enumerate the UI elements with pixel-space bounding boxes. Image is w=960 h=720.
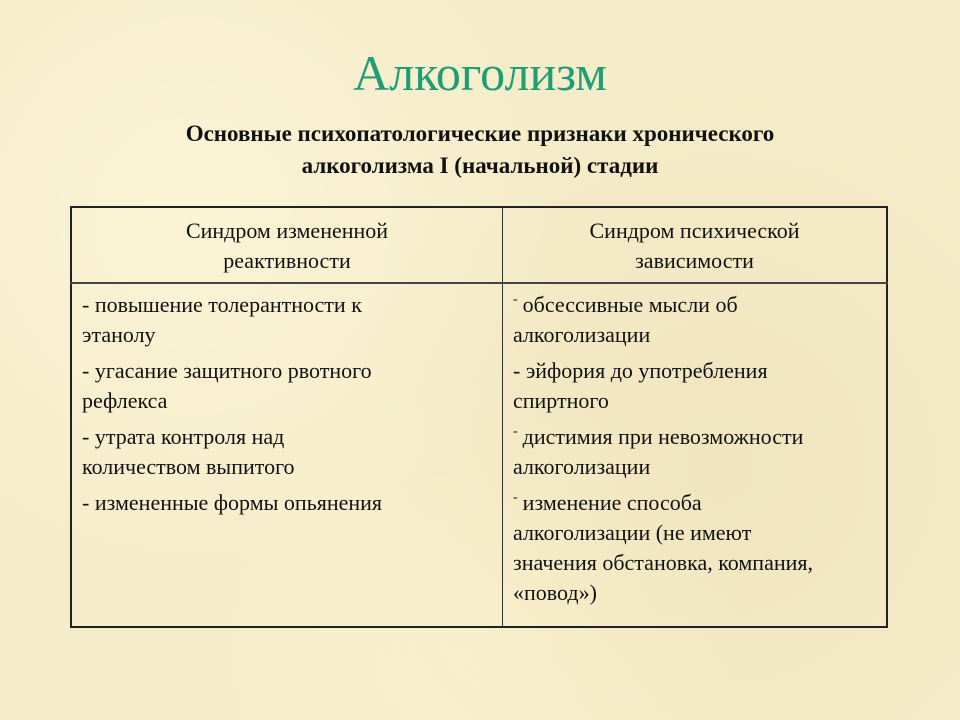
dash-marker: -: [82, 424, 90, 449]
dash-marker: -: [513, 358, 521, 383]
list-item-line: алкоголизации: [513, 322, 651, 347]
list-item-text: эйфория до употребления: [520, 358, 768, 383]
list-item-line: [82, 488, 492, 518]
list-item-line: [513, 488, 876, 518]
list-item-text: угасание защитного рвотного: [89, 358, 372, 383]
list-item-line: [82, 422, 492, 452]
slide-title: Алкоголизм: [353, 45, 607, 101]
list-item: [82, 488, 492, 518]
list-item-line: алкоголизации (не имеют: [513, 520, 752, 545]
list-item-text: утрата контроля над: [89, 424, 285, 449]
list-item-text: дистимия при невозможности: [522, 424, 804, 449]
header-psychic-dependence: [503, 207, 888, 283]
dash-marker: -: [513, 292, 518, 307]
list-item: [82, 290, 492, 350]
list-item: [513, 356, 876, 416]
list-item-line: [513, 422, 876, 452]
list-item-text: повышение толерантности к: [89, 292, 362, 317]
list-item-line: [82, 356, 492, 386]
list-item: [82, 356, 492, 416]
list-item-line: спиртного: [513, 388, 609, 413]
psychic-dependence-cell: [503, 283, 888, 627]
subtitle-line: Основные психопатологические признаки хронического: [185, 121, 775, 146]
list-item-text: измененные формы опьянения: [89, 490, 383, 515]
header-line: зависимости: [635, 248, 754, 273]
list-item: [513, 422, 876, 482]
dash-marker: -: [513, 490, 518, 505]
list-item-line: [513, 290, 876, 320]
table-row: [71, 283, 887, 627]
header-line: Синдром измененной: [185, 218, 389, 243]
list-item: [82, 422, 492, 482]
list-item-line: количеством выпитого: [82, 454, 295, 479]
header-line: Синдром психической: [589, 218, 800, 243]
list-item: [513, 488, 876, 608]
altered-reactivity-cell: [71, 283, 503, 627]
list-item-line: этанолу: [82, 322, 156, 347]
subtitle-line: алкоголизма I (начальной) стадии: [301, 153, 659, 178]
slide-subtitle: [80, 118, 880, 182]
list-item: [513, 290, 876, 350]
table-header-row: [71, 207, 887, 283]
list-item-text: обсессивные мысли об: [522, 292, 738, 317]
list-item-line: [513, 356, 876, 386]
syndromes-table: [70, 206, 888, 628]
dash-marker: -: [513, 424, 518, 439]
list-item-line: рефлекса: [82, 388, 168, 413]
list-item-line: значения обстановка, компания,: [513, 550, 814, 575]
header-altered-reactivity: [71, 207, 503, 283]
dash-marker: -: [82, 358, 90, 383]
header-line: реактивности: [223, 248, 351, 273]
list-item-line: алкоголизации: [513, 454, 651, 479]
list-item-text: изменение способа: [522, 490, 702, 515]
dash-marker: -: [82, 292, 90, 317]
dash-marker: -: [82, 490, 90, 515]
list-item-line: «повод»): [513, 580, 597, 605]
list-item-line: [82, 290, 492, 320]
